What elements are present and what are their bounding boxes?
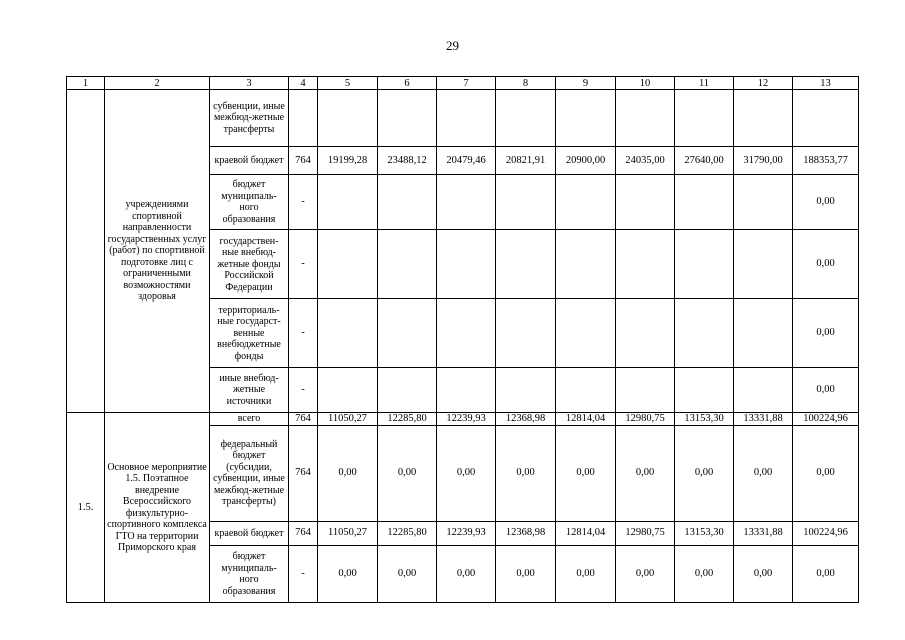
- budget-code: -: [289, 230, 318, 299]
- funding-source: государствен-ные внебюд-жетные фонды Российской Федерации: [210, 230, 289, 299]
- amount-cell: [616, 299, 675, 368]
- header-cell: 1: [67, 77, 105, 90]
- amount-cell: [496, 175, 556, 230]
- funding-source: территориаль-ные государст-венные внебюджетные фонды: [210, 299, 289, 368]
- header-cell: 12: [734, 77, 793, 90]
- amount-cell: 0,00: [437, 426, 496, 521]
- amount-cell: [556, 368, 616, 413]
- amount-cell: 188353,77: [793, 147, 859, 175]
- funding-source: бюджет муниципаль-ного образования: [210, 546, 289, 603]
- amount-cell: [734, 90, 793, 147]
- funding-source: краевой бюджет: [210, 147, 289, 175]
- funding-source: всего: [210, 413, 289, 426]
- amount-cell: [318, 90, 378, 147]
- amount-cell: 20821,91: [496, 147, 556, 175]
- amount-cell: 12239,93: [437, 413, 496, 426]
- amount-cell: [675, 175, 734, 230]
- amount-cell: [437, 299, 496, 368]
- amount-cell: 0,00: [556, 426, 616, 521]
- budget-table: [66, 76, 859, 603]
- amount-cell: [496, 368, 556, 413]
- amount-cell: 100224,96: [793, 521, 859, 545]
- amount-cell: [437, 175, 496, 230]
- amount-cell: 23488,12: [378, 147, 437, 175]
- amount-cell: [318, 368, 378, 413]
- amount-cell: 0,00: [793, 368, 859, 413]
- amount-cell: [496, 90, 556, 147]
- amount-cell: 20900,00: [556, 147, 616, 175]
- amount-cell: 0,00: [793, 299, 859, 368]
- amount-cell: 0,00: [318, 426, 378, 521]
- amount-cell: 0,00: [437, 546, 496, 603]
- amount-cell: [675, 90, 734, 147]
- amount-cell: 0,00: [556, 546, 616, 603]
- amount-cell: 0,00: [793, 546, 859, 603]
- budget-code: -: [289, 299, 318, 368]
- amount-cell: 0,00: [378, 546, 437, 603]
- amount-cell: 12980,75: [616, 413, 675, 426]
- header-cell: 6: [378, 77, 437, 90]
- header-cell: 7: [437, 77, 496, 90]
- amount-cell: 20479,46: [437, 147, 496, 175]
- budget-code: -: [289, 368, 318, 413]
- amount-cell: [378, 175, 437, 230]
- amount-cell: 19199,28: [318, 147, 378, 175]
- amount-cell: [556, 299, 616, 368]
- amount-cell: 12980,75: [616, 521, 675, 545]
- amount-cell: [675, 368, 734, 413]
- amount-cell: [437, 368, 496, 413]
- budget-code: -: [289, 175, 318, 230]
- amount-cell: 13153,30: [675, 521, 734, 545]
- amount-cell: 100224,96: [793, 413, 859, 426]
- amount-cell: [318, 175, 378, 230]
- amount-cell: 0,00: [793, 175, 859, 230]
- amount-cell: 24035,00: [616, 147, 675, 175]
- header-cell: 4: [289, 77, 318, 90]
- amount-cell: [437, 230, 496, 299]
- measure-name: учреждениями спортивной направленности государственных услуг (работ) по спортивной подготовке лиц с ограниченными возможностями здоровья: [105, 90, 210, 413]
- header-cell: 3: [210, 77, 289, 90]
- amount-cell: [616, 175, 675, 230]
- table-row: [67, 413, 859, 426]
- amount-cell: [675, 299, 734, 368]
- amount-cell: [318, 299, 378, 368]
- header-cell: 2: [105, 77, 210, 90]
- budget-code: 764: [289, 521, 318, 545]
- row-index: [67, 90, 105, 413]
- amount-cell: [496, 299, 556, 368]
- amount-cell: [616, 90, 675, 147]
- budget-code: 764: [289, 426, 318, 521]
- budget-code: -: [289, 546, 318, 603]
- funding-source: иные внебюд-жетные источники: [210, 368, 289, 413]
- amount-cell: [793, 90, 859, 147]
- amount-cell: [318, 230, 378, 299]
- amount-cell: 11050,27: [318, 521, 378, 545]
- budget-code: [289, 90, 318, 147]
- amount-cell: 13153,30: [675, 413, 734, 426]
- header-cell: 9: [556, 77, 616, 90]
- amount-cell: 13331,88: [734, 521, 793, 545]
- amount-cell: 0,00: [793, 426, 859, 521]
- amount-cell: [378, 230, 437, 299]
- header-cell: 11: [675, 77, 734, 90]
- measure-name: Основное мероприятие 1.5. Поэтапное внедрение Всероссийского физкультурно-спортивного комплекса ГТО на территории Приморского края: [105, 413, 210, 603]
- header-row: [67, 77, 859, 90]
- amount-cell: [437, 90, 496, 147]
- amount-cell: 12814,04: [556, 521, 616, 545]
- amount-cell: [734, 368, 793, 413]
- amount-cell: 0,00: [793, 230, 859, 299]
- amount-cell: 12814,04: [556, 413, 616, 426]
- header-cell: 8: [496, 77, 556, 90]
- header-cell: 10: [616, 77, 675, 90]
- amount-cell: 12368,98: [496, 413, 556, 426]
- amount-cell: [675, 230, 734, 299]
- amount-cell: 12368,98: [496, 521, 556, 545]
- amount-cell: 12285,80: [378, 413, 437, 426]
- amount-cell: 12285,80: [378, 521, 437, 545]
- amount-cell: [616, 230, 675, 299]
- amount-cell: [556, 175, 616, 230]
- amount-cell: 0,00: [496, 546, 556, 603]
- funding-source: субвенции, иные межбюд-жетные трансферты: [210, 90, 289, 147]
- amount-cell: 27640,00: [675, 147, 734, 175]
- amount-cell: [378, 90, 437, 147]
- amount-cell: 0,00: [378, 426, 437, 521]
- row-index: 1.5.: [67, 413, 105, 603]
- amount-cell: 12239,93: [437, 521, 496, 545]
- amount-cell: 31790,00: [734, 147, 793, 175]
- amount-cell: 0,00: [616, 546, 675, 603]
- amount-cell: 0,00: [675, 546, 734, 603]
- funding-source: бюджет муниципаль-ного образования: [210, 175, 289, 230]
- amount-cell: 0,00: [734, 426, 793, 521]
- amount-cell: [734, 230, 793, 299]
- amount-cell: 0,00: [496, 426, 556, 521]
- amount-cell: 0,00: [616, 426, 675, 521]
- amount-cell: [556, 230, 616, 299]
- header-cell: 5: [318, 77, 378, 90]
- amount-cell: [556, 90, 616, 147]
- amount-cell: 13331,88: [734, 413, 793, 426]
- funding-source: федеральный бюджет (субсидии, субвенции, иные межбюд-жетные трансферты): [210, 426, 289, 521]
- amount-cell: [378, 299, 437, 368]
- header-cell: 13: [793, 77, 859, 90]
- amount-cell: 11050,27: [318, 413, 378, 426]
- amount-cell: [378, 368, 437, 413]
- table-body: [67, 77, 859, 603]
- amount-cell: [616, 368, 675, 413]
- page-number: 29: [446, 38, 459, 53]
- amount-cell: 0,00: [675, 426, 734, 521]
- amount-cell: [496, 230, 556, 299]
- amount-cell: [734, 299, 793, 368]
- funding-source: краевой бюджет: [210, 521, 289, 545]
- budget-code: 764: [289, 147, 318, 175]
- amount-cell: [734, 175, 793, 230]
- amount-cell: 0,00: [734, 546, 793, 603]
- amount-cell: 0,00: [318, 546, 378, 603]
- table-row: [67, 90, 859, 147]
- budget-code: 764: [289, 413, 318, 426]
